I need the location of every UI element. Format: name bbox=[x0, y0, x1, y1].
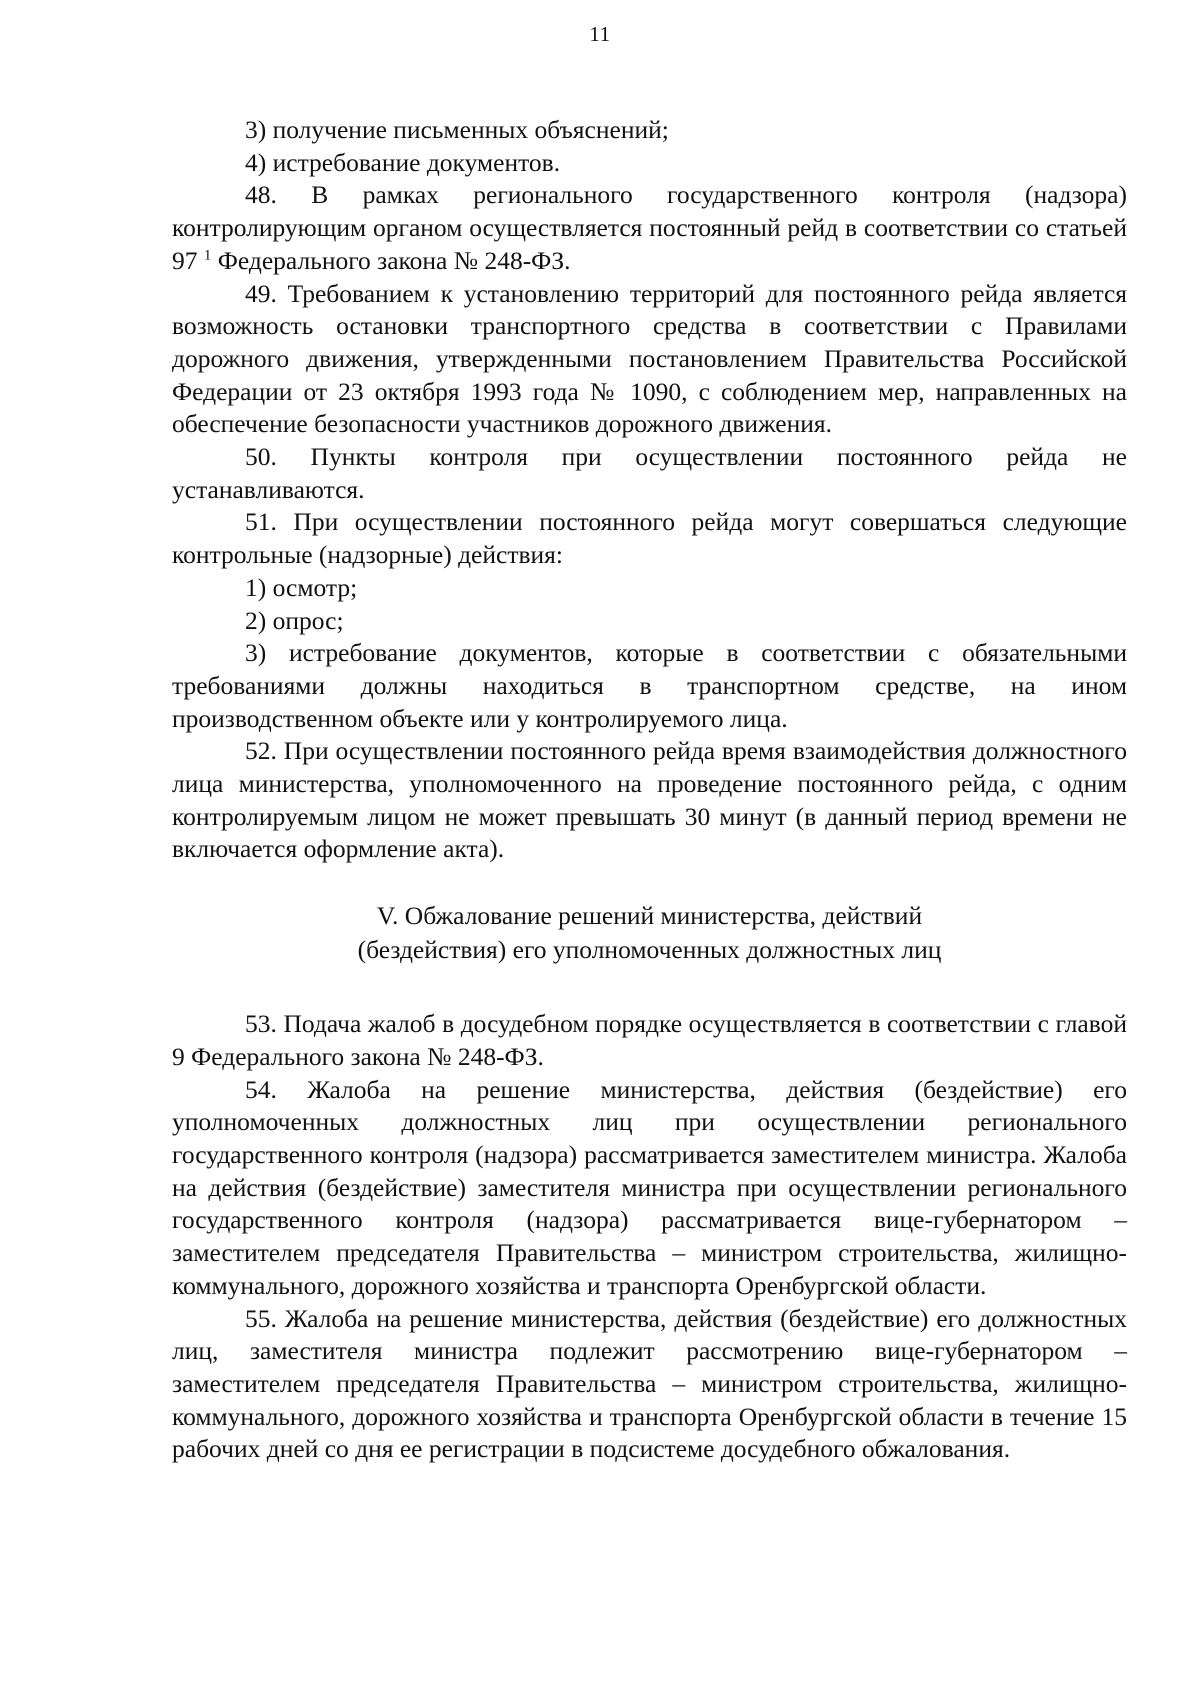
section-heading-line-2: (бездействия) его уполномоченных должностных лиц bbox=[357, 935, 942, 965]
paragraph-52: 52. При осуществлении постоянного рейда время взаимодействия должностного лица министерства, уполномоченного на проведение постоянного рейда, с одним контролируемым лицом не может превышать 30 минут (в данный период времени не включается оформление акта). bbox=[172, 736, 1127, 864]
paragraph-55: 55. Жалоба на решение министерства, действия (бездействие) его должностных лиц, заместителя министра подлежит рассмотрению вице-губернатором – заместителем председателя Правительства – министром строительства, жилищно-коммунального, дорожного хозяйства и транспорта Оренбургской области в течение 15 рабочих дней со дня ее регистрации в подсистеме досудебного обжалования. bbox=[172, 1303, 1127, 1464]
paragraph-51: 51. При осуществлении постоянного рейда могут совершаться следующие контрольные (надзорные) действия: bbox=[172, 507, 1127, 570]
paragraph-54: 54. Жалоба на решение министерства, действия (бездействие) его уполномоченных должностных лиц при осуществлении регионального государственного контроля (надзора) рассматривается заместителем министра. Жалоба на действия (бездействие) заместителя министра при осуществлении регионального государственного контроля (надзора) рассматривается вице-губернатором – заместителем председателя Правительства – министром строительства, жилищно-коммунального, дорожного хозяйства и транспорта Оренбургской области. bbox=[172, 1074, 1127, 1300]
paragraph-50: 50. Пункты контроля при осуществлении постоянного рейда не устанавливаются. bbox=[172, 442, 1127, 504]
paragraph-48-text: 48. В рамках регионального государственного контроля (надзора) контролирующим органом осуществляется постоянный рейд в соответствии со статьей 97 bbox=[172, 180, 1127, 275]
list-item-3-written-explanations: 3) получение письменных объяснений; bbox=[245, 115, 669, 144]
paragraph-48-tail: Федерального закона № 248-ФЗ. bbox=[211, 245, 571, 275]
list-item-4-document-request: 4) истребование документов. bbox=[245, 147, 561, 177]
page-number: 11 bbox=[589, 22, 611, 46]
document-body bbox=[172, 114, 1127, 1466]
list-item-3-document-request: 3) истребование документов, которые в соответствии с обязательными требованиями должны находиться в транспортном средстве, на ином производственном объекте или у контролируемого лица. bbox=[172, 638, 1127, 733]
paragraph-49: 49. Требованием к установлению территорий для постоянного рейда является возможность остановки транспортного средства в соответствии с Правилами дорожного движения, утвержденными постановлением Правительства Российской Федерации от 23 октября 1993 года № 1090, с соблюдением мер, направленных на обеспечение безопасности участников дорожного движения. bbox=[172, 278, 1127, 439]
paragraph-53: 53. Подача жалоб в досудебном порядке осуществляется в соответствии с главой 9 Федерального закона № 248-ФЗ. bbox=[172, 1009, 1127, 1071]
section-heading-line-1: V. Обжалование решений министерства, действий bbox=[376, 901, 923, 931]
section-heading-v bbox=[172, 899, 1127, 967]
list-item-2-survey: 2) опрос; bbox=[245, 605, 344, 635]
paragraph-48 bbox=[172, 179, 1127, 277]
paragraph-48-superscript: 1 bbox=[203, 247, 212, 264]
list-item-1-inspection: 1) осмотр; bbox=[245, 572, 358, 602]
